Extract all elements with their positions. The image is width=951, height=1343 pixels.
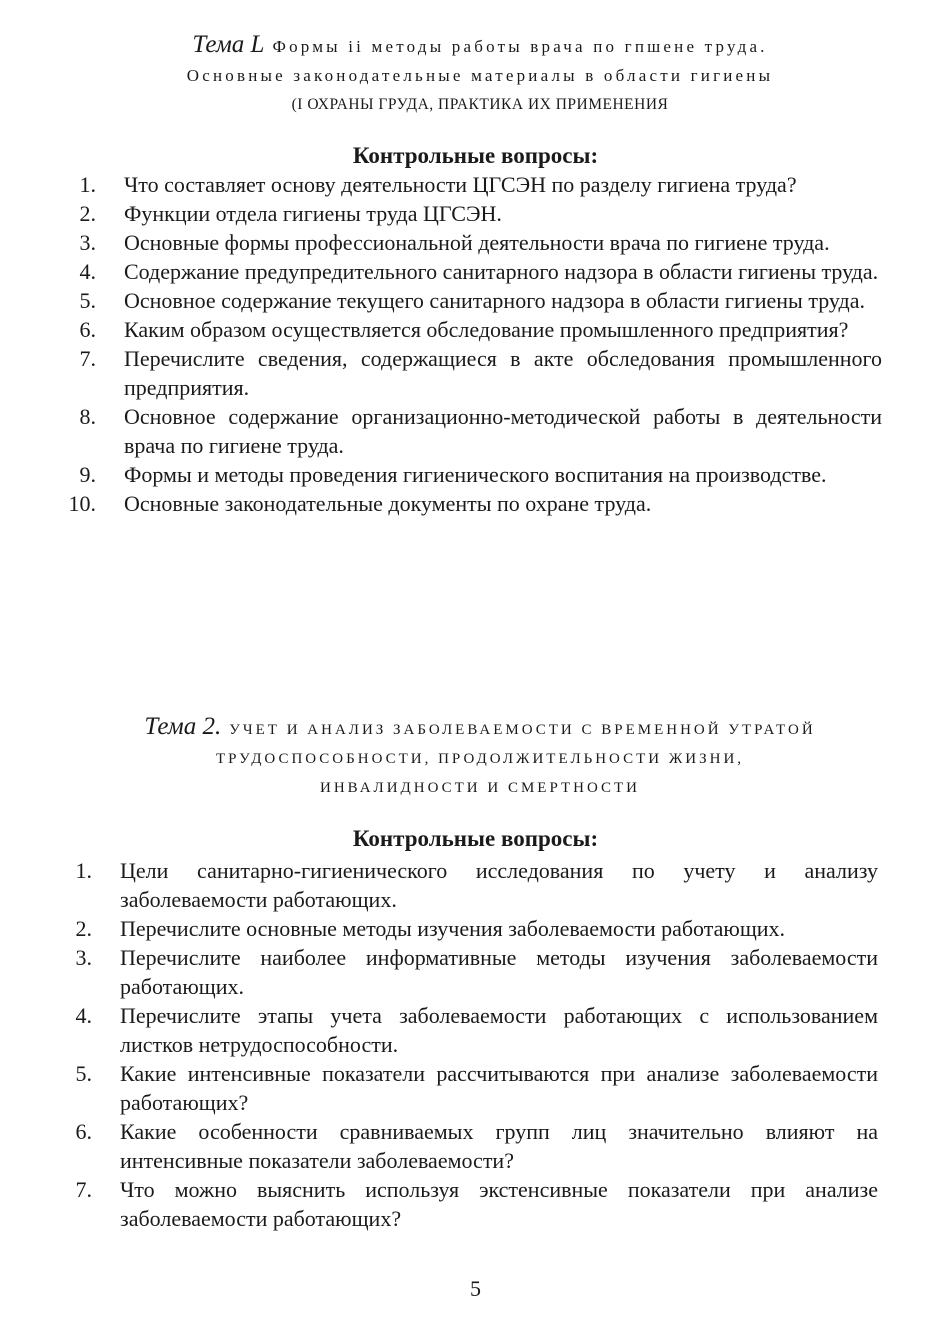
question-number: 1.: [79, 172, 96, 197]
question-text: Каким образом осуществляется обследование промышленного предприятия?: [124, 317, 849, 342]
topic-2-title-line-2: ТРУДОСПОСОБНОСТИ, ПРОДОЛЖИТЕЛЬНОСТИ ЖИЗНИ,: [215, 751, 745, 767]
question-number: 7.: [79, 346, 96, 371]
question-item: [0, 315, 951, 344]
question-number: 10.: [68, 491, 96, 516]
section-2-question-list: [0, 856, 951, 1233]
question-text: Что можно выяснить используя экстенсивные показатели при анализе заболеваемости работающих?: [120, 1177, 878, 1231]
topic-2-title-line-1: УЧЕТ И АНАЛИЗ ЗАБОЛЕВАЕМОСТИ С ВРЕМЕННОЙ УТРАТОЙ: [229, 722, 816, 738]
question-number: 4.: [79, 259, 96, 284]
question-number: 4.: [75, 1003, 92, 1028]
question-item: [0, 1059, 951, 1117]
question-item: [0, 344, 951, 402]
section-1-question-list: [0, 170, 951, 518]
question-number: 3.: [75, 945, 92, 970]
question-number: 1.: [75, 858, 92, 883]
question-item: [0, 257, 951, 286]
question-text: Функции отдела гигиены труда ЦГСЭН.: [124, 201, 502, 226]
question-item: [0, 914, 951, 943]
question-item: [0, 1117, 951, 1175]
question-item: [0, 228, 951, 257]
question-item: [0, 1001, 951, 1059]
question-text: Какие особенности сравниваемых групп лиц значительно влияют на интенсивные показатели заболеваемости?: [120, 1119, 878, 1173]
question-item: [0, 489, 951, 518]
question-number: 5.: [79, 288, 96, 313]
question-text: Какие интенсивные показатели рассчитываются при анализе заболеваемости работающих?: [120, 1061, 878, 1115]
question-text: Цели санитарно-гигиенического исследования по учету и анализу заболеваемости работающих.: [120, 858, 878, 912]
topic-1-label: Тема L: [192, 31, 265, 58]
section-1-title: Контрольные вопросы:: [352, 143, 599, 168]
question-item: [0, 286, 951, 315]
question-text: Перечислите наиболее информативные методы изучения заболеваемости работающих.: [120, 945, 878, 999]
question-number: 2.: [79, 201, 96, 226]
question-number: 9.: [79, 462, 96, 487]
topic-1-title-line-1: Формы ii методы работы врача по гпшене труда.: [272, 37, 768, 56]
question-number: 7.: [75, 1177, 92, 1202]
question-item: [0, 170, 951, 199]
question-text: Основные законодательные документы по охране труда.: [124, 491, 652, 516]
question-item: [0, 199, 951, 228]
question-item: [0, 402, 951, 460]
question-number: 6.: [79, 317, 96, 342]
question-number: 5.: [75, 1061, 92, 1086]
question-number: 8.: [79, 404, 96, 429]
question-text: Перечислите сведения, содержащиеся в акте обследования промышленного предприятия.: [124, 346, 882, 400]
topic-1-line-1: [100, 30, 860, 61]
topic-1-title-line-3: (I ОХРАНЫ ГРУДА, ПРАКТИКА ИХ ПРИМЕНЕНИЯ: [291, 96, 669, 113]
section-2-title: Контрольные вопросы:: [352, 826, 599, 851]
question-text: Перечислите этапы учета заболеваемости работающих с использованием листков нетрудоспособности.: [120, 1003, 878, 1057]
question-text: Перечислите основные методы изучения заболеваемости работающих.: [120, 916, 786, 941]
question-item: [0, 460, 951, 489]
topic-2-title-line-3: ИНВАЛИДНОСТИ И СМЕРТНОСТИ: [319, 780, 641, 796]
question-item: [0, 943, 951, 1001]
question-text: Основное содержание текущего санитарного надзора в области гигиены труда.: [124, 288, 865, 313]
topic-1-heading: [100, 30, 860, 119]
question-text: Что составляет основу деятельности ЦГСЭН по разделу гигиена труда?: [124, 172, 797, 197]
question-text: Основное содержание организационно-методической работы в деятельности врача по гигиене труда.: [124, 404, 882, 458]
topic-2-label: Тема 2.: [144, 713, 222, 740]
question-text: Основные формы профессиональной деятельности врача по гигиене труда.: [124, 230, 830, 255]
question-text: Содержание предупредительного санитарного надзора в области гигиены труда.: [124, 259, 879, 284]
question-item: [0, 856, 951, 914]
question-number: 2.: [75, 916, 92, 941]
topic-1-title-line-2: Основные законодательные материалы в области гигиены: [186, 66, 774, 85]
question-item: [0, 1175, 951, 1233]
topic-2-line-1: [100, 712, 860, 745]
topic-2-heading: [100, 712, 860, 803]
question-text: Формы и методы проведения гигиенического воспитания на производстве.: [124, 462, 827, 487]
question-number: 3.: [79, 230, 96, 255]
question-number: 6.: [75, 1119, 92, 1144]
page-number: 5: [470, 1276, 481, 1301]
